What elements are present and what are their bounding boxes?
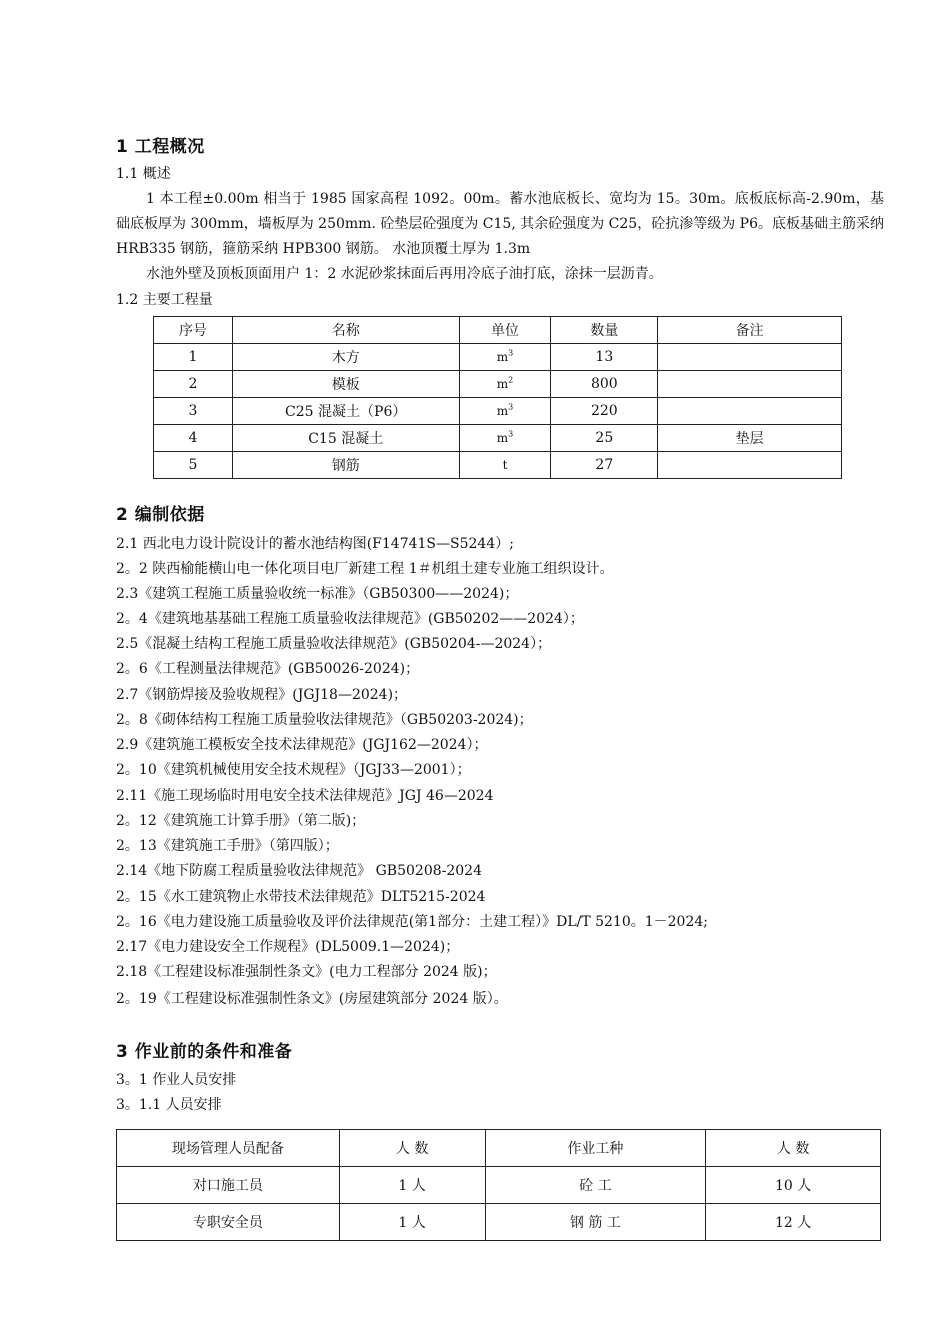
reference-item: 2.7《钢筋焊接及验收规程》(JGJ18—2024)； [116,687,408,703]
cell-qty: 220 [551,398,658,425]
cell-manager-count: 1 人 [339,1167,485,1204]
reference-item: 2。6《工程测量法律规范》(GB50026-2024)； [116,661,420,677]
section3-1-1-title: 3。1.1 人员安排 [116,1097,222,1113]
cell-note: 垫层 [658,425,842,452]
unit-base: m [496,350,509,364]
cell-manager-role: 对口施工员 [117,1167,340,1204]
cell-name: C25 混凝土（P6） [232,398,459,425]
table-row [117,1204,881,1241]
header-qty: 数量 [551,317,658,344]
section1-2-title: 1.2 主要工程量 [116,292,213,308]
table-row [117,1167,881,1204]
table-row [154,425,842,452]
header-manager-role: 现场管理人员配备 [117,1130,340,1167]
header-trade-count: 人 数 [706,1130,881,1167]
cell-manager-count: 1 人 [339,1204,485,1241]
cell-name: C15 混凝土 [232,425,459,452]
reference-item: 2。12《建筑施工计算手册》（第二版)； [116,813,366,829]
section1-1-title: 1.1 概述 [116,166,171,182]
cell-no: 1 [154,344,233,371]
header-note: 备注 [658,317,842,344]
reference-item: 2。19《工程建设标准强制性条文》(房屋建筑部分 2024 版）。 [116,991,508,1007]
reference-item: 2。13《建筑施工手册》（第四版）； [116,838,339,854]
reference-item: 2.1 西北电力设计院设计的蓄水池结构图(F14741S—S5244）; [116,536,514,552]
reference-item: 2.17《电力建设安全工作规程》(DL5009.1—2024)； [116,939,460,955]
header-name: 名称 [232,317,459,344]
reference-item: 2。8《砌体结构工程施工质量验收法律规范》（GB50203-2024)； [116,712,533,728]
cell-name: 木方 [232,344,459,371]
cell-trade-count: 12 人 [706,1204,881,1241]
reference-item: 2。4《建筑地基基础工程施工质量验收法律规范》(GB50202——2024）； [116,611,584,627]
cell-trade: 钢 筋 工 [485,1204,706,1241]
unit-exponent: 3 [508,429,514,439]
cell-note [658,398,842,425]
cell-unit [459,452,551,479]
table-row [154,344,842,371]
cell-unit [459,371,551,398]
cell-trade: 砼 工 [485,1167,706,1204]
cell-no: 4 [154,425,233,452]
cell-no: 2 [154,371,233,398]
unit-exponent: 3 [508,402,514,412]
reference-item: 2。15《水工建筑物止水带技术法律规范》DLT5215-2024 [116,889,486,905]
unit-base: m [496,377,509,391]
unit-exponent: 2 [508,375,514,385]
section1-overview-paragraph: 1 本工程±0.00m 相当于 1985 国家高程 1092。00m。蓄水池底板长、宽均为 15。30m。底板底标高-2.90m，基础底板厚为 300mm，墙板厚为 250mm. 砼垫层砼强度为 C15, 其余砼强度为 C25，砼抗渗等级为 P6。底板基础主筋采纳 HRB335 钢筋，箍筋采纳 HPB300 钢筋。 水池顶覆土厚为 1.3m [116,191,884,257]
reference-item: 2。16《电力建设施工质量验收及评价法律规范(第1部分：土建工程）》DL/T 5210。1－2024; [116,914,708,930]
cell-qty: 25 [551,425,658,452]
section3-1-title: 3。1 作业人员安排 [116,1072,237,1088]
cell-name: 模板 [232,371,459,398]
reference-item: 2.9《建筑施工模板安全技术法律规范》(JGJ162—2024）； [116,737,488,753]
header-no: 序号 [154,317,233,344]
cell-note [658,452,842,479]
cell-no: 3 [154,398,233,425]
header-manager-count: 人 数 [339,1130,485,1167]
cell-unit [459,398,551,425]
table-row [154,398,842,425]
reference-item: 2.14《地下防腐工程质量验收法律规范》 GB50208-2024 [116,863,482,879]
reference-item: 2。2 陕西榆能横山电一体化项目电厂新建工程 1＃机组土建专业施工组织设计。 [116,561,614,577]
section1-coating-paragraph: 水池外壁及顶板顶面用户 1：2 水泥砂浆抹面后再用冷底子油打底，涂抹一层沥青。 [146,266,663,282]
table-header-row [154,317,842,344]
reference-item: 2.5《混凝土结构工程施工质量验收法律规范》(GB50204-—2024）； [116,636,552,652]
cell-no: 5 [154,452,233,479]
unit-base: t [502,458,508,472]
table-header-row [117,1130,881,1167]
reference-item: 2.3《建筑工程施工质量验收统一标准》（GB50300——2024)； [116,586,519,602]
unit-exponent: 3 [508,348,514,358]
cell-name: 钢筋 [232,452,459,479]
section1-heading: 1 工程概况 [116,137,205,157]
cell-unit [459,344,551,371]
reference-item: 2.11《施工现场临时用电安全技术法律规范》JGJ 46—2024 [116,788,494,804]
cell-unit [459,425,551,452]
cell-qty: 27 [551,452,658,479]
cell-trade-count: 10 人 [706,1167,881,1204]
cell-manager-role: 专职安全员 [117,1204,340,1241]
table-row [154,452,842,479]
unit-base: m [496,431,509,445]
quantities-table [153,316,842,479]
reference-item: 2。10《建筑机械使用安全技术规程》（JGJ33—2001）； [116,762,471,778]
cell-qty: 13 [551,344,658,371]
section3-heading: 3 作业前的条件和准备 [116,1042,293,1062]
table-row [154,371,842,398]
section2-heading: 2 编制依据 [116,505,205,525]
staffing-table [116,1129,881,1241]
reference-item: 2.18《工程建设标准强制性条文》(电力工程部分 2024 版)； [116,964,497,980]
cell-note [658,344,842,371]
header-unit: 单位 [459,317,551,344]
unit-base: m [496,404,509,418]
cell-qty: 800 [551,371,658,398]
header-trade: 作业工种 [485,1130,706,1167]
cell-note [658,371,842,398]
